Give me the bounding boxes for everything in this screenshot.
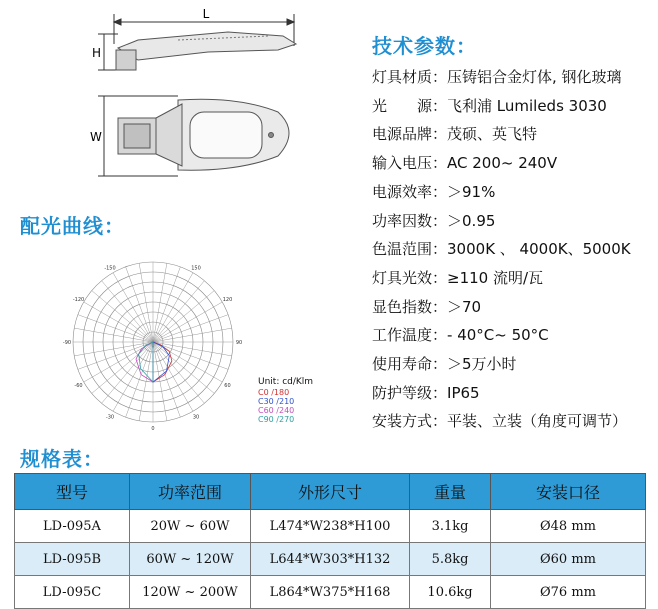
spec-label: 安装方式： (372, 412, 448, 431)
spec-label: 使用寿命： (372, 355, 448, 373)
spec-value: 3000K 、 4000K、5000K (447, 240, 631, 259)
spec-row (372, 238, 631, 259)
dim-width-label: W (90, 130, 102, 144)
angle-label: 90 (235, 340, 243, 346)
spec-value: 平装、立装（角度可调节） (447, 412, 628, 431)
spec-row (372, 95, 607, 116)
table-row (15, 543, 646, 576)
spec-value: ＞91% (447, 182, 496, 201)
cell-model: LD-095C (15, 576, 130, 609)
spec-label: 输入电压： (372, 154, 448, 173)
cell-weight: 5.8kg (410, 543, 491, 576)
angle-label: 0 (151, 426, 155, 432)
spec-value: 茂硕、英飞特 (447, 125, 538, 144)
cell-mount: Ø76 mm (491, 576, 646, 609)
angle-label: 120 (222, 297, 233, 303)
legend-unit: Unit: cd/Klm (258, 377, 314, 387)
legend-entry-c90: C90 /270 (258, 415, 295, 424)
spec-row (372, 382, 480, 403)
spec-value: IP65 (447, 383, 480, 402)
product-drawing (78, 0, 308, 180)
spec-row (372, 152, 557, 173)
spec-label: 防护等级： (372, 383, 448, 402)
spec-row (372, 210, 495, 231)
legend-entry-c0: C0 /180 (258, 388, 290, 397)
spec-label: 显色指数： (372, 297, 448, 316)
angle-label: -150 (104, 265, 116, 272)
cell-model: LD-095B (15, 543, 130, 576)
dim-height-label: H (92, 46, 102, 60)
col-power: 功率范围 (130, 474, 251, 510)
spec-row (372, 353, 517, 374)
spec-label: 光 源： (372, 96, 448, 115)
table-row (15, 510, 646, 543)
angle-label: -30 (105, 414, 115, 421)
spec-row (372, 324, 549, 345)
spec-row (372, 181, 495, 202)
cell-power: 20W ~ 60W (130, 510, 251, 543)
col-weight: 重量 (410, 474, 491, 510)
side-view (116, 32, 296, 70)
spec-value: AC 200~ 240V (447, 154, 558, 173)
spec-value: ＞5万小时 (447, 355, 517, 373)
legend-entry-c30: C30 /210 (258, 397, 295, 406)
angle-label: -90 (62, 340, 72, 346)
dim-length-label: L (202, 7, 210, 21)
angle-label: 60 (224, 383, 231, 389)
angle-label: -120 (72, 297, 85, 303)
spec-table (14, 473, 646, 609)
col-size: 外形尺寸 (251, 474, 410, 510)
spec-label: 功率因数： (372, 211, 448, 230)
spec-row (372, 123, 537, 144)
spec-value: ≥110 流明/瓦 (447, 268, 544, 287)
spec-label: 电源效率： (372, 182, 448, 201)
angle-label: 30 (192, 414, 200, 421)
spec-row (372, 66, 622, 87)
table-header-row (15, 474, 646, 510)
polar-light-distribution-chart (62, 236, 258, 432)
cell-power: 60W ~ 120W (130, 543, 251, 576)
cell-size: L864*W375*H168 (251, 576, 410, 609)
spec-label: 灯具光效： (372, 268, 448, 287)
spec-value: ＞0.95 (447, 211, 496, 230)
spec-row (372, 296, 481, 317)
spec-label: 灯具材质： (372, 68, 448, 86)
cell-weight: 3.1kg (410, 510, 491, 543)
top-view (118, 99, 289, 170)
spec-row (372, 267, 543, 288)
cell-size: L474*W238*H100 (251, 510, 410, 543)
col-model: 型号 (15, 474, 130, 510)
curve-legend (258, 378, 313, 424)
spec-label: 色温范围： (372, 240, 448, 259)
angle-label: 150 (191, 265, 201, 272)
cell-power: 120W ~ 200W (130, 576, 251, 609)
spec-label: 电源品牌： (372, 125, 448, 144)
specs-title: 技术参数： (372, 34, 477, 58)
spec-row (372, 410, 627, 431)
col-mount: 安装口径 (491, 474, 646, 510)
angle-label: -60 (74, 383, 83, 389)
legend-entry-c60: C60 /240 (258, 406, 295, 415)
spec-label: 工作温度： (372, 326, 448, 345)
cell-mount: Ø48 mm (491, 510, 646, 543)
light-curve-title: 配光曲线： (20, 214, 125, 238)
cell-mount: Ø60 mm (491, 543, 646, 576)
spec-value: - 40°C~ 50°C (447, 326, 549, 345)
cell-model: LD-095A (15, 510, 130, 543)
spec-value: 飞利浦 Lumileds 3030 (447, 96, 607, 115)
spec-value: 压铸铝合金灯体, 钢化玻璃 (447, 68, 622, 86)
table-title: 规格表： (20, 447, 104, 471)
cell-size: L644*W303*H132 (251, 543, 410, 576)
table-row (15, 576, 646, 609)
spec-value: ＞70 (447, 297, 482, 316)
cell-weight: 10.6kg (410, 576, 491, 609)
